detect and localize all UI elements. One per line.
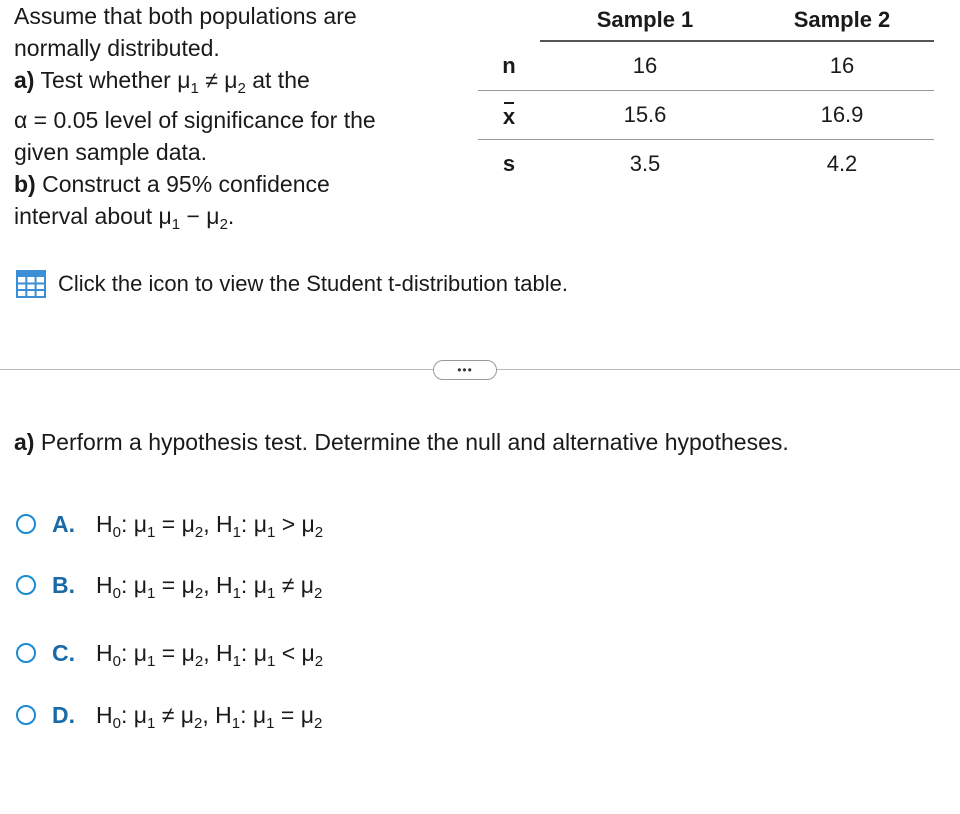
s-sample-2: 4.2 — [826, 151, 858, 176]
part-b-text: Construct a 95% confidence — [42, 171, 330, 197]
xbar-sample-1: 15.6 — [540, 91, 750, 140]
radio-button[interactable] — [16, 514, 36, 534]
sample-2-header: Sample 2 — [750, 0, 934, 41]
radio-button[interactable] — [16, 575, 36, 595]
s-sample-1: 3.5 — [629, 151, 661, 176]
row-label-n: n — [478, 41, 540, 91]
n-sample-1: 16 — [540, 41, 750, 91]
h1-relation: ≠ — [281, 571, 295, 598]
part-b-line — [14, 168, 454, 200]
question-prompt — [14, 426, 789, 458]
question-label: a) — [14, 429, 35, 455]
mu-difference: $\mu_1 - \mu_2$. — [158, 203, 235, 233]
problem-line-2: normally distributed. — [14, 35, 220, 61]
row-label-xbar — [478, 91, 540, 140]
h0-relation: = — [161, 571, 176, 598]
part-b-label: b) — [14, 171, 36, 197]
radio-button[interactable] — [16, 643, 36, 663]
h1-relation: < — [281, 639, 296, 666]
part-a-line — [14, 64, 454, 96]
alpha-line: α = 0.05 level of significance for the — [14, 107, 376, 133]
problem-line-1: Assume that both populations are — [14, 3, 357, 29]
table-header-row — [478, 0, 934, 41]
part-a-label: a) — [14, 67, 35, 93]
n-sample-2: 16 — [750, 41, 934, 91]
table-row — [478, 140, 934, 189]
h0-relation: = — [161, 639, 176, 666]
t-table-link[interactable] — [16, 270, 568, 298]
h1-relation: > — [281, 510, 296, 537]
h1-relation: = — [280, 701, 295, 728]
row-label-s: s — [502, 151, 516, 176]
question-text: Perform a hypothesis test. Determine the null and alternative hypotheses. — [40, 429, 789, 455]
option-a[interactable] — [16, 509, 323, 539]
problem-statement — [14, 0, 454, 232]
h0-relation: = — [161, 510, 176, 537]
more-button[interactable]: ••• — [433, 360, 497, 380]
radio-button[interactable] — [16, 705, 36, 725]
option-d[interactable] — [16, 700, 322, 730]
sample-1-header: Sample 1 — [540, 0, 750, 41]
sample-data-table — [478, 0, 934, 188]
xbar-symbol: x — [503, 100, 515, 130]
problem-line-5: given sample data. — [14, 139, 208, 165]
part-a-pre: Test whether — [40, 67, 178, 93]
table-row — [478, 91, 934, 140]
t-table-link-text[interactable]: Click the icon to view the Student t-distribution table. — [58, 271, 568, 296]
interval-line — [14, 200, 454, 232]
option-hypotheses: $H_0$: $\mu_1 \ne \mu_2$, $H_1$: $\mu_1 = \mu_2$ — [96, 701, 323, 732]
option-letter: B. — [52, 571, 75, 598]
mu-expression: $\mu_1 \ne \mu_2$ — [177, 67, 246, 97]
table-row — [478, 41, 934, 91]
table-grid-icon[interactable] — [16, 270, 46, 298]
option-hypotheses: $H_0$: $\mu_1 = \mu_2$, $H_1$: $\mu_1 > \mu_2$ — [96, 510, 324, 541]
h0-relation: ≠ — [161, 701, 175, 728]
option-hypotheses: $H_0$: $\mu_1 = \mu_2$, $H_1$: $\mu_1 \ne \mu_2$ — [96, 571, 323, 602]
option-letter: D. — [52, 701, 75, 728]
xbar-sample-2: 16.9 — [750, 91, 934, 140]
interval-pre: interval about — [14, 203, 159, 229]
table-corner — [478, 0, 540, 41]
option-hypotheses: $H_0$: $\mu_1 = \mu_2$, $H_1$: $\mu_1 < \mu_2$ — [96, 639, 324, 670]
option-letter: C. — [52, 639, 75, 666]
option-letter: A. — [52, 510, 75, 537]
option-b[interactable] — [16, 570, 322, 600]
part-a-post: at the — [245, 67, 310, 93]
option-c[interactable] — [16, 638, 323, 668]
